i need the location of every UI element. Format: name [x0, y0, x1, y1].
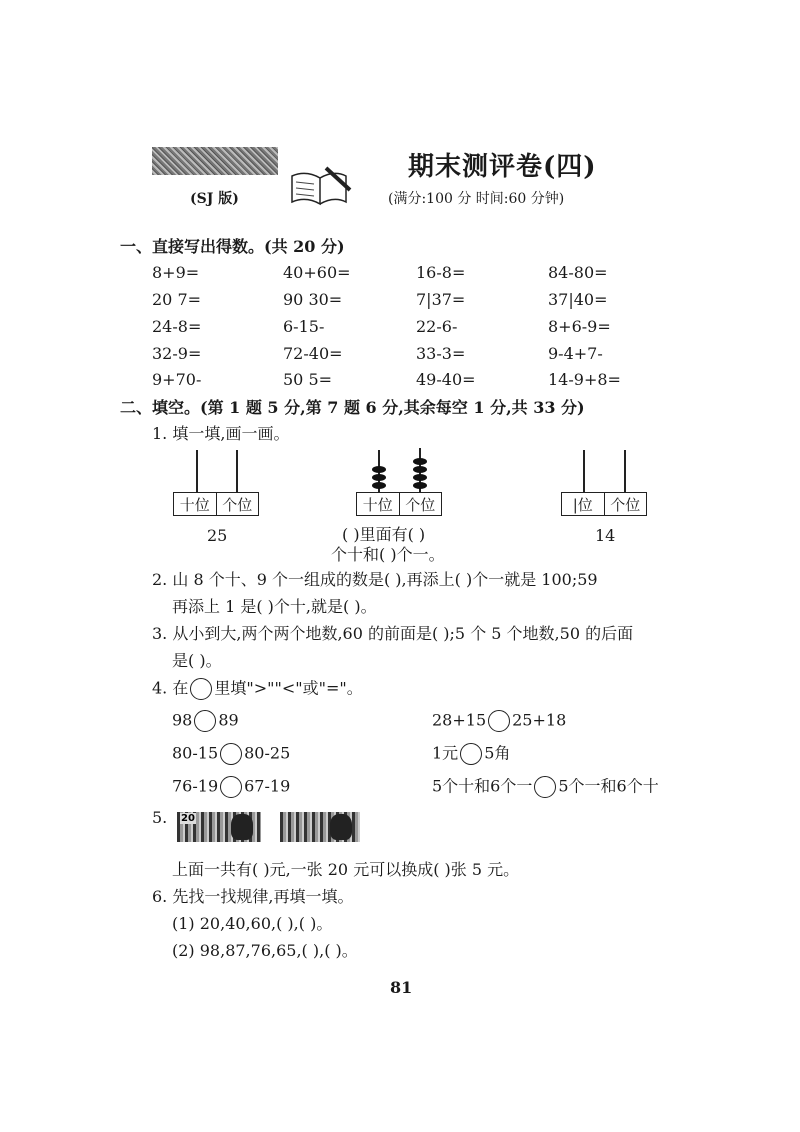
abacus-middle-line1: ( )里面有( ) — [342, 525, 426, 544]
compare-left: 76-19 — [172, 776, 219, 796]
compare-left: 80-15 — [172, 743, 219, 763]
q2-line2: 再添上 1 是( )个十,就是( )。 — [172, 597, 377, 616]
answer-circle[interactable] — [460, 743, 482, 765]
compare-right: 25+18 — [512, 710, 567, 730]
answer-circle[interactable] — [534, 776, 556, 798]
bead — [413, 482, 427, 489]
compare-item — [432, 710, 566, 732]
banknote-denomination: 20 — [181, 813, 195, 824]
q4-label — [152, 678, 363, 700]
abacus-left-value: 25 — [207, 526, 228, 545]
answer-circle[interactable] — [488, 710, 510, 732]
arith-r2c2: 90 30= — [283, 290, 343, 309]
compare-circle-icon — [190, 678, 212, 700]
q3-line2: 是( )。 — [172, 651, 222, 670]
arith-r1c3: 16-8= — [416, 263, 466, 282]
q1-label: 1. 填一填,画一画。 — [152, 424, 290, 443]
answer-circle[interactable] — [194, 710, 216, 732]
exam-meta: (满分:100 分 时间:60 分钟) — [388, 191, 565, 207]
compare-left: 1元 — [432, 743, 459, 763]
book-pencil-icon — [288, 162, 354, 208]
compare-right: 89 — [218, 710, 239, 730]
arith-r5c1: 9+70- — [152, 370, 202, 389]
arith-r1c2: 40+60= — [283, 263, 351, 282]
header-banner-decoration — [152, 147, 278, 175]
tens-place-label: 十位 — [179, 495, 210, 514]
place-value-box-middle — [356, 492, 442, 516]
abacus-right-value: 14 — [595, 526, 616, 545]
arith-r4c2: 72-40= — [283, 344, 343, 363]
arith-r5c3: 49-40= — [416, 370, 476, 389]
portrait-icon — [330, 814, 352, 840]
compare-item — [172, 743, 290, 765]
arith-r2c1: 20 7= — [152, 290, 202, 309]
compare-left: 5个十和6个一 — [432, 776, 533, 796]
compare-right: 5角 — [484, 743, 511, 763]
ones-place-label: 个位 — [216, 493, 259, 515]
arith-r4c1: 32-9= — [152, 344, 202, 363]
tens-place-label: |位 — [572, 495, 593, 514]
arith-r3c1: 24-8= — [152, 317, 202, 336]
compare-item — [432, 743, 510, 765]
q3-line1: 3. 从小到大,两个两个地数,60 的前面是( );5 个 5 个地数,50 的后面 — [152, 624, 634, 643]
arith-r2c3: 7|37= — [416, 290, 466, 309]
portrait-icon — [231, 814, 253, 840]
ones-place-label: 个位 — [399, 493, 442, 515]
q5-number: 5. — [152, 808, 168, 827]
arith-r1c1: 8+9= — [152, 263, 200, 282]
page-number: 81 — [390, 978, 413, 997]
bead — [413, 466, 427, 473]
abacus-middle-line2: 个十和( )个一。 — [331, 545, 445, 564]
place-value-box-left — [173, 492, 259, 516]
banknote-20-image — [177, 812, 261, 842]
q4-label-post: 里填">""<"或"="。 — [214, 678, 363, 698]
place-value-box-right — [561, 492, 647, 516]
answer-circle[interactable] — [220, 743, 242, 765]
q4-label-pre: 4. 在 — [152, 678, 189, 698]
q6-label: 6. 先找一找规律,再填一填。 — [152, 887, 354, 906]
answer-circle[interactable] — [220, 776, 242, 798]
arith-r3c4: 8+6-9= — [548, 317, 611, 336]
bead — [413, 458, 427, 465]
arith-r4c3: 33-3= — [416, 344, 466, 363]
edition-label: (SJ 版) — [190, 191, 239, 207]
arith-r3c2: 6-15- — [283, 317, 325, 336]
page-title: 期末测评卷(四) — [408, 152, 597, 182]
compare-right: 80-25 — [244, 743, 291, 763]
bead — [413, 474, 427, 481]
banknote-image — [280, 812, 360, 842]
compare-right: 5个一和6个十 — [558, 776, 659, 796]
section2-heading: 二、填空。(第 1 题 5 分,第 7 题 6 分,其余每空 1 分,共 33 分) — [120, 398, 585, 417]
section1-heading: 一、直接写出得数。(共 20 分) — [120, 237, 345, 256]
abacus-right-rod-tens — [583, 450, 585, 492]
compare-left: 98 — [172, 710, 193, 730]
abacus-right-rod-ones — [624, 450, 626, 492]
arith-r1c4: 84-80= — [548, 263, 608, 282]
abacus-left-rod-ones — [236, 450, 238, 492]
bead — [372, 466, 386, 473]
q2-line1: 2. 山 8 个十、9 个一组成的数是( ),再添上( )个一就是 100;59 — [152, 570, 598, 589]
arith-r4c4: 9-4+7- — [548, 344, 603, 363]
q6-line1: (1) 20,40,60,( ),( )。 — [172, 914, 333, 933]
compare-left: 28+15 — [432, 710, 487, 730]
q5-text: 上面一共有( )元,一张 20 元可以换成( )张 5 元。 — [172, 860, 520, 879]
abacus-left-rod-tens — [196, 450, 198, 492]
arith-r5c2: 50 5= — [283, 370, 333, 389]
arith-r3c3: 22-6- — [416, 317, 458, 336]
bead — [372, 474, 386, 481]
compare-item — [172, 710, 239, 732]
arith-r5c4: 14-9+8= — [548, 370, 621, 389]
q6-line2: (2) 98,87,76,65,( ),( )。 — [172, 941, 358, 960]
compare-right: 67-19 — [244, 776, 291, 796]
tens-place-label: 十位 — [362, 495, 393, 514]
compare-item — [172, 776, 290, 798]
compare-item — [432, 776, 659, 798]
ones-place-label: 个位 — [604, 493, 647, 515]
bead — [372, 482, 386, 489]
arith-r2c4: 37|40= — [548, 290, 608, 309]
